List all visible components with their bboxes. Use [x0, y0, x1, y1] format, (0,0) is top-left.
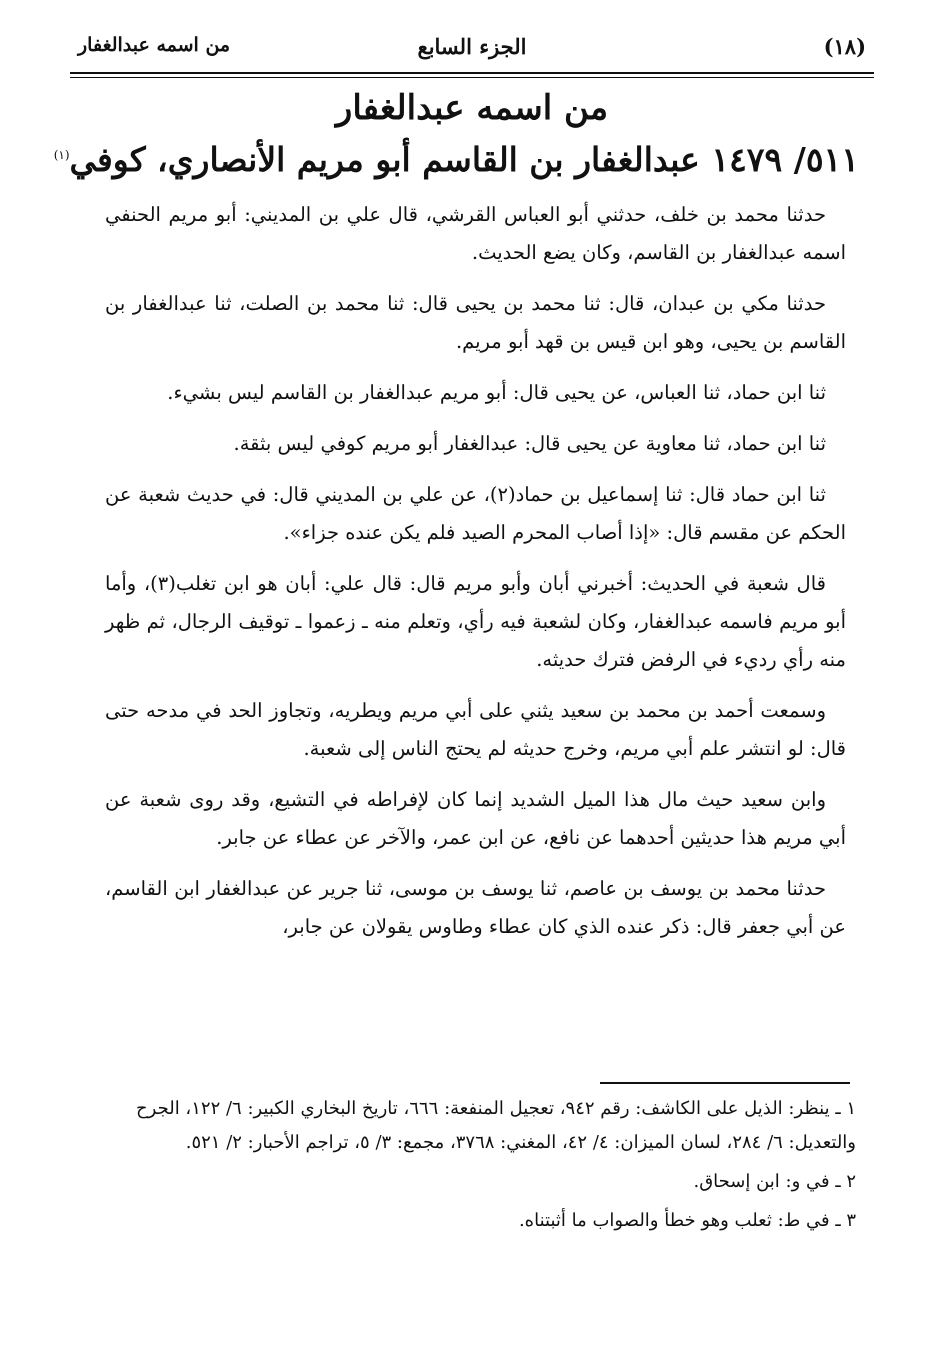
- section-title: من اسمه عبدالغفار: [335, 88, 609, 128]
- paragraph: قال شعبة في الحديث: أخبرني أبان وأبو مريم قال: قال علي: أبان هو ابن تغلب(٣)، وأما أبو مريم فاسمه عبدالغفار، وكان لشعبة فيه رأي، وتعلم منه ـ زعموا ـ توقيف الرجال، ثم ظهر منه رأي رديء في الرفض فترك حديثه.: [105, 572, 846, 671]
- paragraph: وابن سعيد حيث مال هذا الميل الشديد إنما كان لإفراطه في التشيع، وقد روى شعبة عن أبي مريم هذا حديثين أحدهما عن نافع، عن ابن عمر، والآخر عن عطاء عن جابر.: [105, 788, 846, 849]
- footnotes: [112, 1092, 856, 1243]
- paragraph: حدثنا محمد بن يوسف بن عاصم، ثنا يوسف بن موسى، ثنا جرير عن عبدالغفار ابن القاسم، عن أبي جعفر قال: ذكر عنده الذي كان عطاء وطاوس يقولان عن جابر،: [105, 877, 846, 938]
- body-text: [105, 196, 846, 959]
- running-section-title: من اسمه عبدالغفار: [78, 34, 231, 56]
- footnote: ٢ ـ في و: ابن إسحاق.: [693, 1171, 856, 1192]
- paragraph: حدثنا مكي بن عبدان، قال: ثنا محمد بن يحيى قال: ثنا محمد بن الصلت، ثنا عبدالغفار بن القاسم بن يحيى، وهو ابن قيس بن قهد أبو مريم.: [105, 292, 846, 353]
- page-number: (١٨): [823, 34, 866, 59]
- volume-title: الجزء السابع: [417, 34, 527, 59]
- paragraph: وسمعت أحمد بن محمد بن سعيد يثني على أبي مريم ويطريه، وتجاوز الحد في مدحه حتى قال: لو انتشر علم أبي مريم، وخرج حديثه لم يحتج الناس إلى شعبة.: [105, 699, 846, 760]
- entry-heading-text: ٥١١/ ١٤٧٩ عبدالغفار بن القاسم أبو مريم الأنصاري، كوفي: [69, 140, 859, 179]
- header-rule: [70, 72, 874, 78]
- entry-heading: [53, 140, 859, 179]
- paragraph: حدثنا محمد بن خلف، حدثني أبو العباس القرشي، قال علي بن المديني: أبو مريم الحنفي اسمه عبدالغفار بن القاسم، وكان يضع الحديث.: [105, 203, 846, 264]
- footnote: ٣ ـ في ط: ثعلب وهو خطأ والصواب ما أثبتناه.: [518, 1210, 856, 1231]
- footnote-separator: [600, 1082, 850, 1084]
- running-header: [70, 28, 874, 80]
- entry-heading-ref: (١): [53, 148, 70, 162]
- paragraph: ثنا ابن حماد قال: ثنا إسماعيل بن حماد(٢)، عن علي بن المديني قال: في حديث شعبة عن الحكم عن مقسم قال: «إذا أصاب المحرم الصيد فلم يكن عنده جزاء».: [105, 483, 846, 544]
- paragraph: ثنا ابن حماد، ثنا العباس، عن يحيى قال: أبو مريم عبدالغفار بن القاسم ليس بشيء.: [167, 381, 826, 404]
- paragraph: ثنا ابن حماد، ثنا معاوية عن يحيى قال: عبدالغفار أبو مريم كوفي ليس بثقة.: [233, 432, 826, 455]
- footnote: ١ ـ ينظر: الذيل على الكاشف: رقم ٩٤٢، تعجيل المنفعة: ٦٦٦، تاريخ البخاري الكبير: ٦/ ١٢٢، الجرح والتعديل: ٦/ ٢٨٤، لسان الميزان: ٤/ ٤٢، المغني: ٣٧٦٨، مجمع: ٣/ ٥، تراجم الأحبار: ٢/ ٥٢١.: [136, 1098, 856, 1153]
